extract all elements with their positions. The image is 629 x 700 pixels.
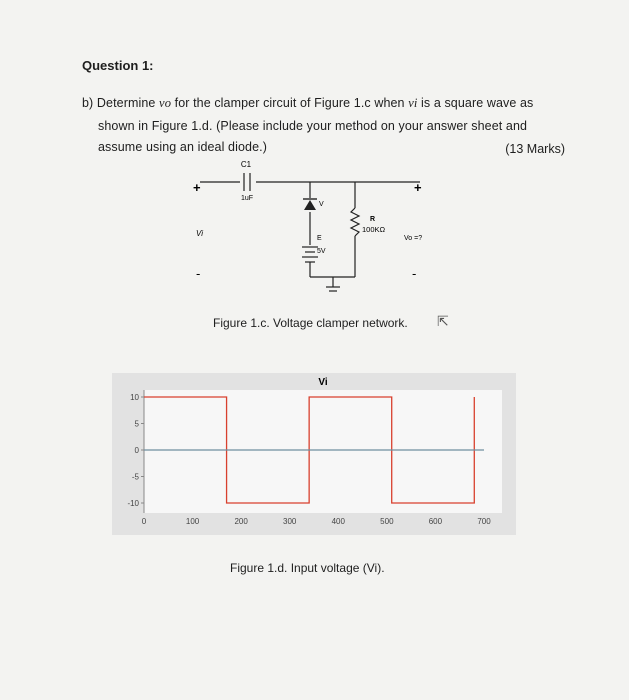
vi-symbol: vi — [408, 96, 418, 110]
chart-caption: Figure 1.d. Input voltage (Vi). — [230, 561, 385, 575]
input-voltage-chart — [112, 373, 516, 535]
x-tick-label: 300 — [283, 517, 297, 526]
x-tick-label: 500 — [380, 517, 394, 526]
resistor-zigzag — [351, 208, 359, 236]
question-text-1a: Determine — [96, 96, 156, 110]
circuit-caption: Figure 1.c. Voltage clamper network. — [213, 316, 408, 330]
question-title: Question 1: — [82, 58, 154, 73]
diode-label: V — [319, 201, 324, 208]
capacitor-value: 1uF — [240, 195, 254, 202]
x-tick-label: 100 — [185, 517, 200, 526]
plot-area — [144, 390, 502, 513]
y-tick-label: 10 — [130, 393, 139, 402]
x-tick-label: 0 — [141, 517, 147, 526]
question-line-2: shown in Figure 1.d. (Please include your method on your answer sheet and — [98, 119, 528, 133]
x-tick-label: 700 — [477, 517, 491, 526]
battery-label: E — [317, 235, 322, 242]
x-tick-label: 400 — [331, 517, 345, 526]
chart-title: Vi — [318, 377, 328, 388]
marks-label: (13 Marks) — [505, 142, 565, 156]
battery-value: 5V — [317, 248, 326, 255]
resistor-value: 100KΩ — [362, 225, 386, 234]
resistor-label: R — [370, 216, 376, 223]
capacitor-label: C1 — [240, 160, 252, 169]
part-label: b) — [82, 96, 94, 110]
input-label: Vi — [196, 229, 203, 238]
vo-symbol: vo — [159, 96, 172, 110]
output-minus: - — [412, 266, 417, 281]
x-tick-label: 200 — [234, 517, 248, 526]
cursor-icon: ⇱ — [437, 313, 449, 329]
y-tick-label: 0 — [134, 446, 139, 455]
x-tick-label: 600 — [428, 517, 443, 526]
y-tick-label: -5 — [131, 472, 139, 482]
input-plus: + — [193, 180, 201, 195]
diode-symbol — [304, 200, 316, 210]
input-minus: - — [196, 266, 201, 281]
output-plus: + — [414, 180, 422, 195]
output-label: Vo =? — [404, 235, 423, 242]
y-tick-label: -10 — [127, 499, 139, 508]
clamper-circuit — [0, 0, 629, 320]
question-text-1c: is a square wave as — [421, 96, 534, 110]
question-line-3: assume using an ideal diode.) — [98, 140, 267, 154]
y-tick-label: 5 — [134, 419, 139, 429]
question-text-1b: for the clamper circuit of Figure 1.c when — [174, 96, 405, 110]
